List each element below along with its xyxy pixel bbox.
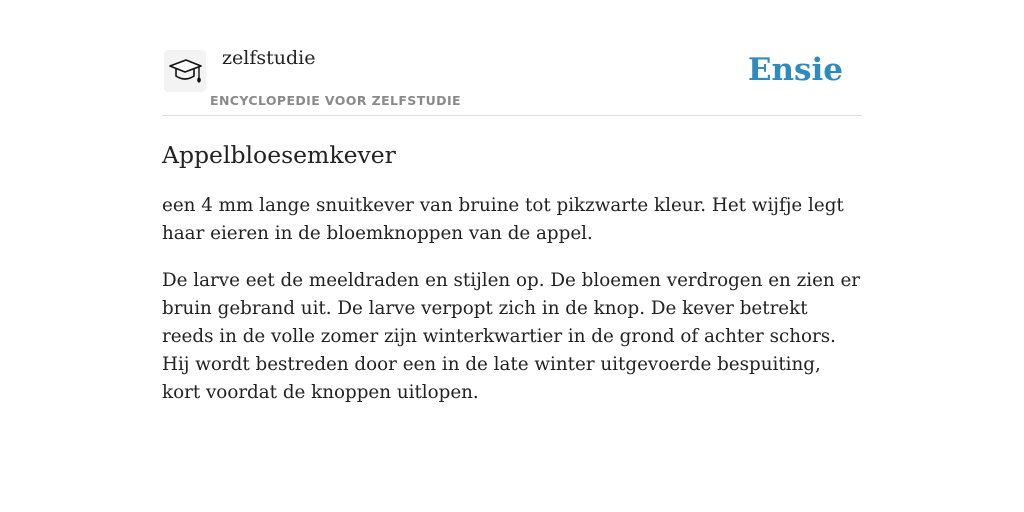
article-title: Appelbloesemkever (162, 141, 396, 169)
site-name[interactable]: zelfstudie (222, 47, 316, 69)
graduation-cap-icon[interactable] (164, 50, 206, 92)
site-header (162, 0, 862, 116)
page (162, 0, 862, 512)
article-body (162, 192, 862, 426)
site-tagline: ENCYCLOPEDIE VOOR ZELFSTUDIE (210, 93, 461, 108)
article-paragraph: De larve eet de meeldraden en stijlen op. De bloemen verdrogen en zien er bruin gebrand uit. De larve verpopt zich in de knop. De kever betrekt reeds in de volle zomer zijn winterkwartier in de grond of achter schors. Hij wordt bestreden door een in de late winter uitgevoerde bespuiting, kort voordat de knoppen uitlopen. (162, 270, 861, 403)
article-paragraph: een 4 mm lange snuitkever van bruine tot pikzwarte kleur. Het wijfje legt haar eieren in de bloemknoppen van de appel. (162, 195, 844, 244)
brand-logo[interactable]: Ensie (747, 52, 843, 88)
